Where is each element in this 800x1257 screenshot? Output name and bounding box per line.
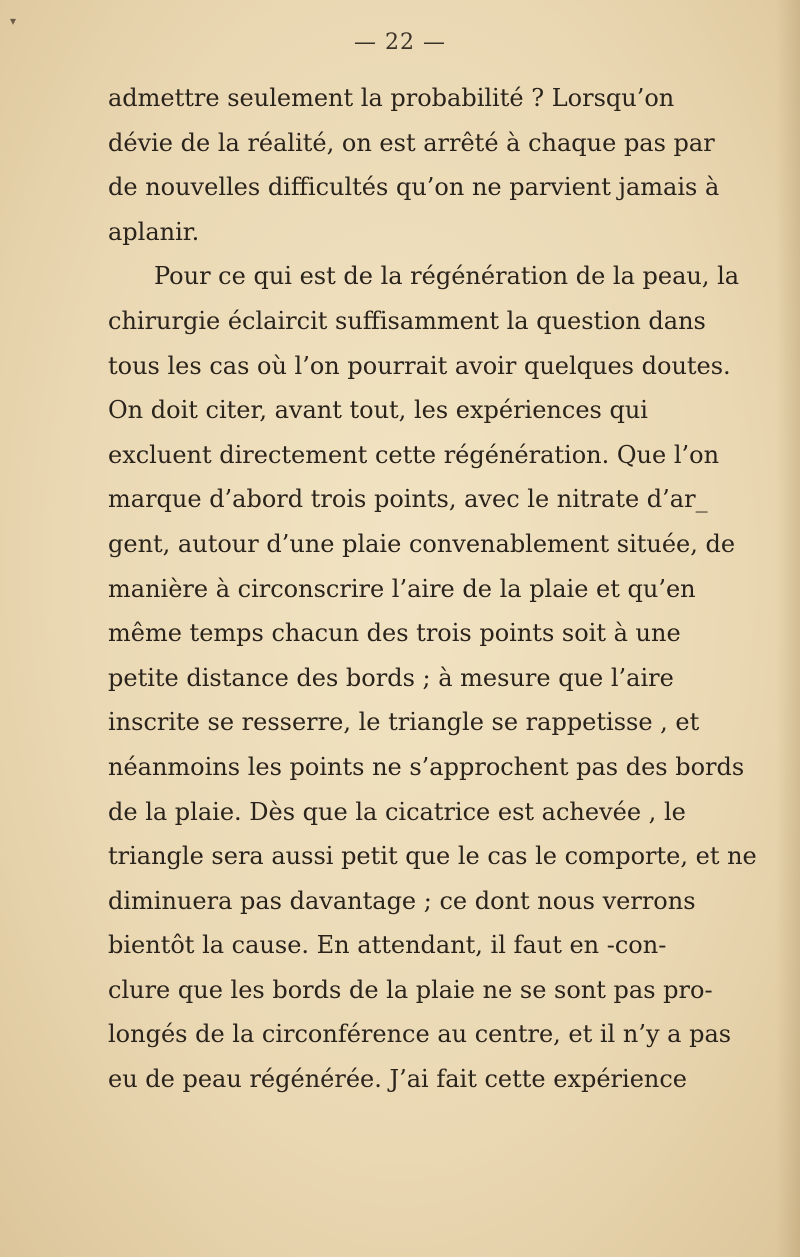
text-line: chirurgie éclaircit suffisamment la question dans — [108, 306, 706, 335]
text-line: admettre seulement la probabilité ? Lorsqu’on — [108, 84, 675, 112]
corner-mark: ▾ — [10, 14, 17, 28]
text-line: gent, autour d’une plaie convenablement située, de — [108, 529, 736, 558]
text-line: de la plaie. Dès que la cicatrice est achevée , le — [108, 797, 686, 826]
text-line: clure que les bords de la plaie ne se sont pas pro- — [108, 975, 713, 1004]
text-line: triangle sera aussi petit que le cas le comporte, et ne — [108, 842, 757, 871]
text-line: On doit citer, avant tout, les expériences qui — [108, 396, 648, 425]
text-line: bientôt la cause. En attendant, il faut en -con- — [108, 931, 667, 960]
text-line: manière à circonscrire l’aire de la plaie et qu’en — [108, 574, 696, 603]
text-line: marque d’abord trois points, avec le nitrate d’ar_ — [108, 485, 708, 514]
text-line: petite distance des bords ; à mesure que l’aire — [108, 663, 674, 692]
text-line: de nouvelles difficultés qu’on ne parvient jamais à — [108, 173, 720, 202]
text-line: dévie de la réalité, on est arrêté à chaque pas par — [108, 128, 715, 157]
text-line: même temps chacun des trois points soit à une — [108, 619, 681, 648]
text-line: diminuera pas davantage ; ce dont nous verrons — [108, 886, 696, 915]
text-line: aplanir. — [108, 217, 200, 246]
text-line: inscrite se resserre, le triangle se rappetisse , et — [108, 708, 700, 737]
paragraph-start-line: Pour ce qui est de la régénération de la peau, la — [154, 262, 740, 291]
text-line: néanmoins les points ne s’approchent pas des bords — [108, 752, 745, 781]
text-line: tous les cas où l’on pourrait avoir quelques doutes. — [108, 351, 731, 380]
text-line: eu de peau régénérée. J’ai fait cette expérience — [108, 1065, 688, 1094]
text-line: excluent directement cette régénération. Que l’on — [108, 440, 720, 469]
text-line: longés de la circonférence au centre, et il n’y a pas — [108, 1020, 732, 1049]
page-number: — 22 — — [354, 30, 446, 55]
body-text — [108, 76, 792, 1102]
